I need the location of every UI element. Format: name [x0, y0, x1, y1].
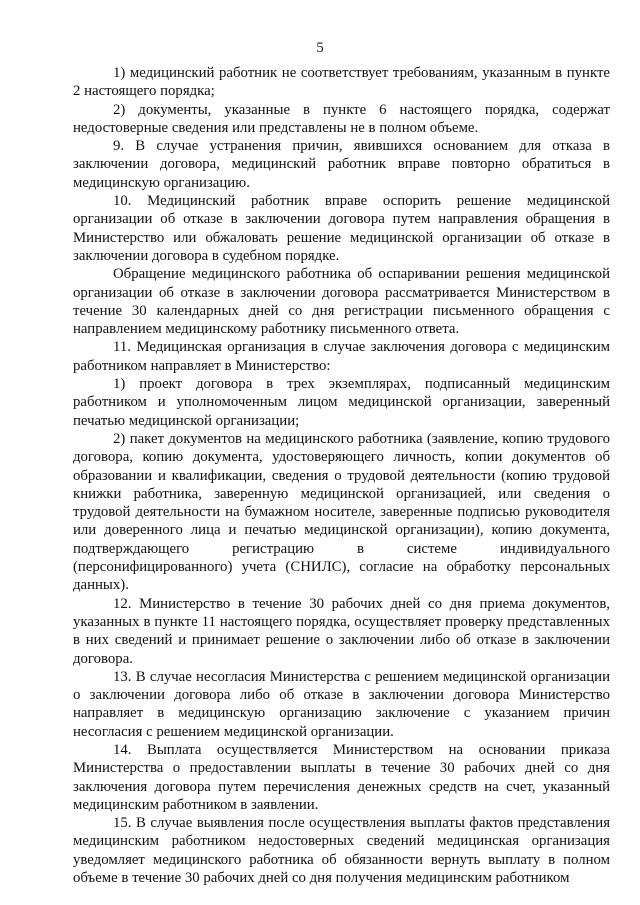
paragraph-section-15: 15. В случае выявления после осуществления выплаты фактов представления медицинским работником недостоверных сведений медицинская организация уведомляет медицинского работника об обязанности вернуть выплату в полном объеме в течение 30 рабочих дней со дня получения медицинским работником — [73, 815, 610, 887]
paragraph-section-12: 12. Министерство в течение 30 рабочих дней со дня приема документов, указанных в пункте 11 настоящего порядка, осуществляет проверку представленных в них сведений и принимает решение о заключении либо об отказе в заключении договора. — [73, 595, 610, 667]
paragraph-section-14: 14. Выплата осуществляется Министерством на основании приказа Министерства о предоставлении выплаты в течение 30 рабочих дней со дня заключения договора путем перечисления денежных средств на счет, указанный медицинским работником в заявлении. — [73, 741, 610, 813]
paragraph-section-11-item-1: 1) проект договора в трех экземплярах, подписанный медицинским работником и уполномоченным лицом медицинской организации, заверенный печатью медицинской организации; — [73, 376, 610, 429]
paragraph-section-9: 9. В случае устранения причин, явившихся основанием для отказа в заключении договора, медицинский работник вправе повторно обратиться в медицинскую организацию. — [73, 138, 610, 191]
paragraph-section-11: 11. Медицинская организация в случае заключения договора с медицинским работником направляет в Министерство: — [73, 339, 610, 374]
paragraph-section-13: 13. В случае несогласия Министерства с решением медицинской организации о заключении договора либо об отказе в заключении договора Министерство направляет в медицинскую организацию заключение с указанием причин несогласия с решением медицинской организации. — [73, 668, 610, 740]
paragraph-section-10: 10. Медицинский работник вправе оспорить решение медицинской организации об отказе в заключении договора путем направления обращения в Министерство или обжаловать решение медицинской организации об отказе в заключении договора в судебном порядке. — [73, 193, 610, 264]
page-number: 5 — [316, 40, 324, 56]
paragraph-appeal: Обращение медицинского работника об оспаривании решения медицинской организации об отказе в заключении договора рассматривается Министерством в течение 30 календарных дней со дня регистрации письменного обращения с направлением медицинскому работнику письменного ответа. — [73, 266, 610, 338]
paragraph-item-1: 1) медицинский работник не соответствует требованиям, указанным в пункте 2 настоящего порядка; — [73, 65, 610, 100]
paragraph-section-11-item-2: 2) пакет документов на медицинского работника (заявление, копию трудового договора, копию документа, удостоверяющего личность, копии документов об образовании и квалификации, сведения о трудовой деятельности (копию трудовой книжки работника, заверенную медицинской организацией, или сведения о трудовой деятельности на бумажном носителе, заверенные подписью руководителя или доверенного лица и печатью медицинской организации), копию документа, подтверждающего регистрацию в системе индивидуального (персонифицированного) учета (СНИЛС), согласие на обработку персональных данных). — [73, 430, 610, 594]
document-body — [73, 64, 610, 887]
paragraph-item-2: 2) документы, указанные в пункте 6 настоящего порядка, содержат недостоверные сведения или представлены не в полном объеме. — [73, 101, 610, 136]
